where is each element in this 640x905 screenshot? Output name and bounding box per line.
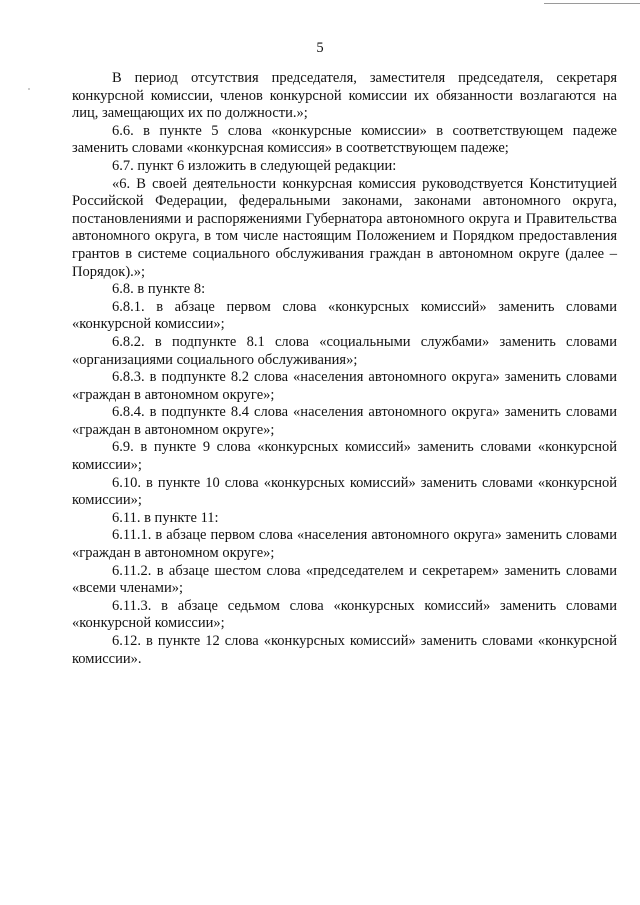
scan-top-edge-line <box>544 3 640 4</box>
paragraph-6-7-new-text: «6. В своей деятельности конкурсная комиссия руководствуется Конституцией Российской Федерации, федеральными законами, законами автономного округа, постановлениями и распоряжениями Губернатора автономного округа и Правительства автономного округа, в том числе настоящим Положением и Порядком предоставления грантов в системе социального обслуживания граждан в автономном округе (далее – Порядок).»; <box>72 175 617 280</box>
paragraph-6-11: 6.11. в пункте 11: <box>112 509 219 526</box>
paragraph-6-11-2: 6.11.2. в абзаце шестом слова «председателем и секретарем» заменить словами «всеми членами»; <box>72 562 617 597</box>
paragraph-6-11-1: 6.11.1. в абзаце первом слова «населения автономного округа» заменить словами «граждан в автономном округе»; <box>72 527 617 562</box>
paragraph-6-8: 6.8. в пункте 8: <box>112 281 206 298</box>
document-body <box>72 70 617 668</box>
paragraph-6-8-4: 6.8.4. в подпункте 8.4 слова «населения автономного округа» заменить словами «граждан в автономном округе»; <box>72 404 617 438</box>
paragraph-6-6: 6.6. в пункте 5 слова «конкурсные комиссии» в соответствующем падеже заменить словами «конкурсная комиссия» в соответствующем падеже; <box>72 122 617 157</box>
paragraph-6-11-3: 6.11.3. в абзаце седьмом слова «конкурсных комиссий» заменить словами «конкурсной комиссии»; <box>72 597 617 632</box>
paragraph-6-7: 6.7. пункт 6 изложить в следующей редакции: <box>112 157 397 174</box>
paragraph-6-8-1: 6.8.1. в абзаце первом слова «конкурсных комиссий» заменить словами «конкурсной комиссии»; <box>72 298 617 333</box>
paragraph-6-8-2: 6.8.2. в подпункте 8.1 слова «социальными службами» заменить словами «организациями социального обслуживания»; <box>72 333 617 368</box>
paragraph-6-12: 6.12. в пункте 12 слова «конкурсных комиссий» заменить словами «конкурсной комиссии». <box>72 633 617 667</box>
paragraph-6-9: 6.9. в пункте 9 слова «конкурсных комиссий» заменить словами «конкурсной комиссии»; <box>72 439 617 474</box>
scan-speck <box>28 88 30 90</box>
paragraph-6-8-3: 6.8.3. в подпункте 8.2 слова «населения автономного округа» заменить словами «граждан в автономном округе»; <box>72 369 617 403</box>
paragraph-6-10: 6.10. в пункте 10 слова «конкурсных комиссий» заменить словами «конкурсной комиссии»; <box>72 474 617 509</box>
page-number: 5 <box>316 40 324 56</box>
paragraph-absence-duties: В период отсутствия председателя, заместителя председателя, секретаря конкурсной комиссии, членов конкурсной комиссии их обязанности возлагаются на лиц, замещающих их по должности.»; <box>72 70 617 122</box>
